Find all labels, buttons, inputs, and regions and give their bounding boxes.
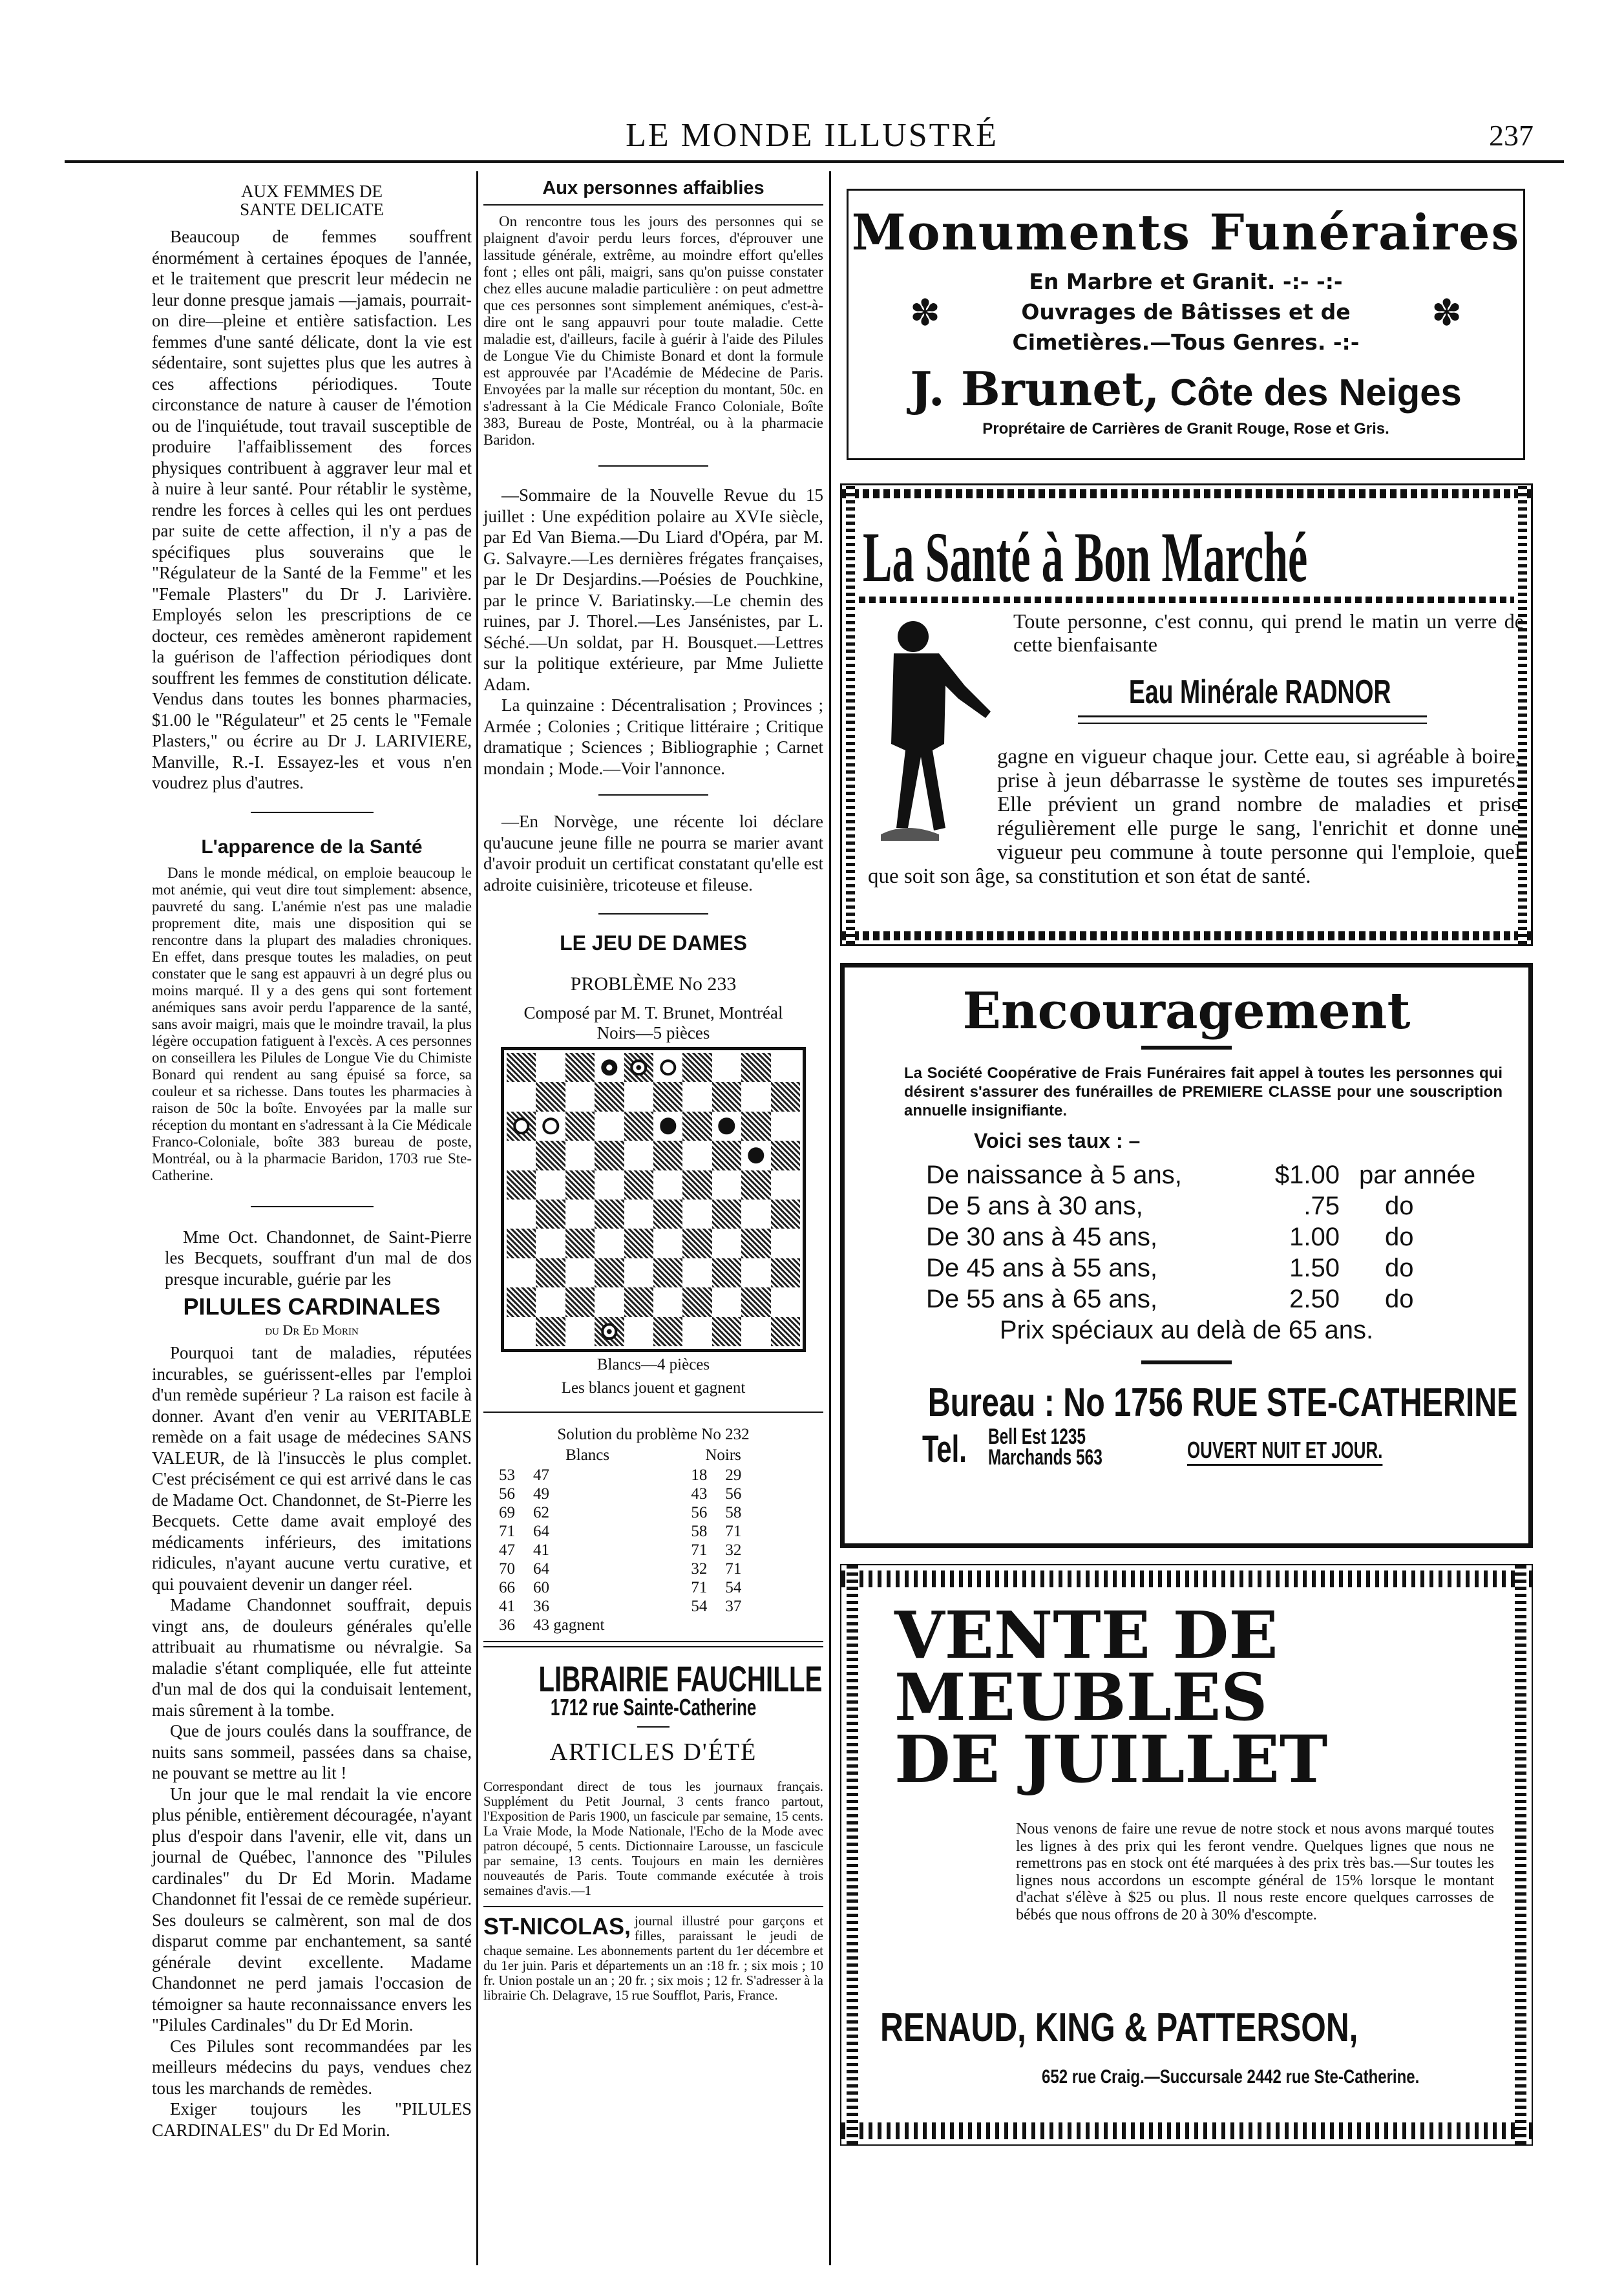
solution-cell: 54 xyxy=(725,1579,742,1596)
solution-cell: 62 xyxy=(533,1504,549,1521)
board-square xyxy=(565,1053,595,1082)
solution-row xyxy=(490,1578,750,1597)
board-square xyxy=(771,1112,800,1141)
vente-firm: RENAUD, KING & PATTERSON, xyxy=(880,2005,1358,2050)
encouragement-intro: La Société Coopérative de Frais Funéraires fait appel à toutes les personnes qui désirent s'assurer des funérailles de PREMIERE CLASSE pour une souscription annuelle insignifiante. xyxy=(904,1064,1503,1119)
board-square xyxy=(712,1141,741,1170)
product-underline xyxy=(1078,715,1427,724)
article-title-femmes: AUX FEMMES DE SANTE DELICATE xyxy=(240,182,384,219)
board-square xyxy=(741,1229,770,1258)
solution-noirs-header: Noirs xyxy=(705,1446,741,1464)
board-square xyxy=(741,1317,770,1346)
board-square xyxy=(653,1317,682,1346)
board-square xyxy=(653,1229,682,1258)
rate-unit: do xyxy=(1385,1223,1414,1251)
board-square xyxy=(771,1053,800,1082)
solution-cell: 70 xyxy=(499,1560,515,1578)
separator xyxy=(483,1641,823,1642)
board-square xyxy=(624,1141,653,1170)
white-king-piece xyxy=(631,1059,647,1075)
board-square xyxy=(653,1200,682,1229)
header-rule xyxy=(65,160,1564,163)
encouragement-special: Prix spéciaux au delà de 65 ans. xyxy=(999,1316,1374,1344)
sante-para-2: gagne en vigueur chaque jour. Cette eau, si agréable à boire, prise à jeun débarrasse le système de toutes ses impuretés. Elle prévient un grand nombre de maladies et prise régulièrement elle purge le sang, l'enrichit et donne une vigueur peu commune à toute personne qui l'emploie, quel que soit son âge, sa constitution et son état de santé. xyxy=(868,745,1521,888)
board-square xyxy=(507,1200,536,1229)
solution-title: Solution du problème No 232 xyxy=(557,1426,750,1443)
board-square xyxy=(595,1200,624,1229)
solution-row xyxy=(490,1616,750,1634)
board-square xyxy=(595,1053,624,1082)
board-square xyxy=(595,1317,624,1346)
article-body-apparence: Dans le monde médical, on emploie beaucoup le mot anémie, qui veut dire tout simplement: absence, pauvreté du sang. L'anémie n'est pas une maladie proprement dite, mais une disposition qui se rencontre dans la plupart des maladies chroniques. En effet, dans presque toutes les maladies, on peut constater que le sang est appauvri à un degré plus ou moins marqué. Il y a des gens qui sont fortement anémiques sans avoir perdu l'apparence de la santé, sans avoir maigri, mais que le moindre travail, la plus légère occupation fatiguent à l'excès. A ces personnes on conseillera les Pilules de Longue Vie du Chimiste Bonard qui rendent au sang épuisé sa force, sa couleur et sa richesse. Dans toutes les pharmacies à raison de 50c la boîte. Envoyées par la malle sur réception du montant en s'adressant à la Cie Médicale Franco-Coloniale, boîte 383 bureau de poste, Montréal, ou à la pharmacie Baridon, 1703 rue Ste-Catherine. xyxy=(152,864,472,1183)
vente-line-3: DE JUILLET xyxy=(894,1721,1328,1797)
board-square xyxy=(653,1053,682,1082)
board-square xyxy=(741,1170,770,1200)
rate-row xyxy=(926,1190,1528,1222)
solution-cell: 53 xyxy=(499,1466,515,1484)
white-piece xyxy=(660,1059,676,1075)
board-square xyxy=(536,1082,565,1111)
solution-cell: 32 xyxy=(691,1560,708,1578)
board-square xyxy=(595,1112,624,1141)
monuments-name: J. Brunet, xyxy=(910,361,1160,416)
board-square xyxy=(536,1287,565,1317)
decorative-border xyxy=(1515,1565,1526,2144)
board-square xyxy=(741,1082,770,1111)
ad-monuments xyxy=(847,189,1525,460)
column-rule-1 xyxy=(476,171,478,2265)
board-square xyxy=(712,1229,741,1258)
stnicolas-title: ST-NICOLAS, xyxy=(483,1913,631,1940)
board-square xyxy=(595,1229,624,1258)
solution-cell: 71 xyxy=(499,1523,515,1540)
board-square xyxy=(595,1258,624,1287)
article-intro-chandonnet: Mme Oct. Chandonnet, de Saint-Pierre les Becquets, souffrant d'un mal de dos presque incurable, guérie par les xyxy=(165,1227,472,1289)
rates-list xyxy=(926,1159,1528,1315)
checkerboard xyxy=(501,1047,806,1352)
column-1 xyxy=(152,182,472,2141)
decorative-border xyxy=(842,931,1531,940)
solution-cell: 32 xyxy=(725,1541,742,1559)
board-square xyxy=(771,1287,800,1317)
separator xyxy=(598,794,708,796)
solution-cell: 66 xyxy=(499,1579,515,1596)
solution-row xyxy=(490,1541,750,1560)
sante-para-1: Toute personne, c'est connu, qui prend le matin un verre de cette bienfaisante xyxy=(1013,609,1524,656)
board-square xyxy=(536,1112,565,1141)
solution-row xyxy=(490,1503,750,1522)
board-square xyxy=(741,1287,770,1317)
solution-row xyxy=(490,1522,750,1541)
board-square xyxy=(712,1170,741,1200)
sante-title: La Santé à Bon Marché xyxy=(863,518,1308,597)
board-square xyxy=(712,1287,741,1317)
separator xyxy=(483,1646,823,1647)
decorative-border xyxy=(847,1565,858,2144)
board-square xyxy=(712,1317,741,1346)
rate-unit: do xyxy=(1385,1285,1414,1313)
solution-cell: 64 xyxy=(533,1523,549,1540)
page-number: 237 xyxy=(1489,119,1534,152)
rate-amount: 2.50 xyxy=(1289,1285,1340,1313)
stnicolas-text: journal illustré pour garçons et filles, paraissant le jeudi de chaque semaine. Les abonnements partent du 1er décembre et du 1er juin. Paris et départements un an :18 fr. ; six mois ; 10 fr. Union postale un an ; 20 fr. ; six mois ; 12 fr. S'adresser à la librairie Ch. Delagrave, 15 rue Soufflot, Paris, France. xyxy=(483,1913,823,2003)
rate-amount: 1.50 xyxy=(1289,1254,1340,1282)
rate-amount: 1.00 xyxy=(1289,1223,1340,1251)
board-square xyxy=(712,1053,741,1082)
board-square xyxy=(536,1258,565,1287)
solution-cell: 36 xyxy=(499,1616,515,1634)
rate-row xyxy=(926,1284,1528,1315)
black-king-piece xyxy=(601,1059,617,1075)
dames-author: Composé par M. T. Brunet, Montréal xyxy=(523,1003,783,1022)
solution-cell: 71 xyxy=(725,1560,742,1578)
board-square xyxy=(565,1229,595,1258)
board-square xyxy=(595,1287,624,1317)
board-square xyxy=(536,1141,565,1170)
board-square xyxy=(536,1317,565,1346)
board-square xyxy=(565,1112,595,1141)
solution-cell: 54 xyxy=(691,1598,708,1615)
librairie-subtitle: ARTICLES D'ÉTÉ xyxy=(549,1739,757,1766)
monuments-place: Côte des Neiges xyxy=(1170,372,1462,414)
ornament-icon: ✽ xyxy=(1431,293,1462,333)
solution-cell: 58 xyxy=(691,1523,708,1540)
encouragement-bureau: Bureau : No 1756 RUE STE-CATHERINE xyxy=(927,1380,1518,1425)
solution-cell: 43 xyxy=(691,1485,708,1503)
vente-text: Nous venons de faire une revue de notre stock et nous avons marqué toutes les lignes à des prix qui les feront vendre. Quelques lignes que nous ne remettrons pas en stock ont été marquées à des prix très bas.—Sur toutes les lignes nous accordons un escompte général de 15% lorsque le montant d'achat s'élève à $25 ou plus. Il nous reste encore quelques carrosses de bébés que nous offrons de 20 à 30% d'escompte. xyxy=(1016,1821,1494,1923)
solution-row xyxy=(490,1485,750,1503)
board-square xyxy=(536,1229,565,1258)
vente-line-1: VENTE DE xyxy=(894,1597,1278,1673)
solution-cell: 71 xyxy=(725,1523,742,1540)
solution-cell: 47 xyxy=(533,1466,549,1484)
board-square xyxy=(682,1053,712,1082)
solution-cell: 56 xyxy=(725,1485,742,1503)
rate-unit: do xyxy=(1385,1254,1414,1282)
board-square xyxy=(653,1112,682,1141)
separator xyxy=(598,465,708,467)
board-square xyxy=(624,1229,653,1258)
separator xyxy=(637,1726,670,1728)
vente-address: 652 rue Craig.—Succursale 2442 rue Ste-Catherine. xyxy=(1042,2066,1420,2088)
white-piece xyxy=(542,1118,558,1134)
article-body-pilules-6: Exiger toujours les "PILULES CARDINALES" du Dr Ed Morin. xyxy=(152,2099,472,2140)
board-square xyxy=(741,1200,770,1229)
separator xyxy=(483,1906,823,1907)
board-square xyxy=(624,1258,653,1287)
board-square xyxy=(507,1141,536,1170)
board-square xyxy=(771,1258,800,1287)
solution-cell: 37 xyxy=(725,1598,742,1615)
separator xyxy=(251,1206,374,1207)
black-piece xyxy=(748,1147,764,1163)
encouragement-open: OUVERT NUIT ET JOUR. xyxy=(1187,1437,1382,1466)
solution-cell: 56 xyxy=(691,1504,708,1521)
article-title-apparence: L'apparence de la Santé xyxy=(201,836,423,858)
encouragement-title: Encouragement xyxy=(962,982,1411,1041)
rate-label: De 55 ans à 65 ans, xyxy=(926,1285,1158,1313)
board-square xyxy=(507,1287,536,1317)
board-square xyxy=(682,1200,712,1229)
board-square xyxy=(653,1082,682,1111)
rate-row xyxy=(926,1253,1528,1284)
solution-row xyxy=(490,1560,750,1578)
board-square xyxy=(624,1053,653,1082)
article-title-pilules: PILULES CARDINALES xyxy=(183,1293,441,1320)
rate-label: De 30 ans à 45 ans, xyxy=(926,1223,1158,1251)
board-square xyxy=(595,1170,624,1200)
sante-product: Eau Minérale RADNOR xyxy=(1128,673,1391,711)
board-square xyxy=(565,1141,595,1170)
board-square xyxy=(712,1200,741,1229)
encouragement-tel-1: Bell Est 1235 xyxy=(988,1424,1086,1449)
board-square xyxy=(771,1082,800,1111)
board-square xyxy=(536,1170,565,1200)
board-square xyxy=(624,1082,653,1111)
article-body-pilules-2: Madame Chandonnet souffrait, depuis vingt ans, de douleurs générales qu'elle attribuait au rhumatisme ou névralgie. Sa maladie s'étant compliquée, elle fut atteinte d'un mal de dos qui la conduisait lentement, mais sûrement à la tombe. xyxy=(152,1595,472,1720)
article-subtitle-pilules: du Dr Ed Morin xyxy=(265,1322,359,1338)
solution-cell: 41 xyxy=(499,1598,515,1615)
board-square xyxy=(565,1082,595,1111)
column-rule-2 xyxy=(829,171,831,2265)
board-square xyxy=(653,1258,682,1287)
decorative-border xyxy=(841,2122,1532,2139)
article-body-norvege: —En Norvège, une récente loi déclare qu'aucune jeune fille ne pourra se marier avant d'avoir produit un certificat constatant qu'elle est adroite cuisinière, tricoteuse et fileuse. xyxy=(483,812,823,894)
solution-row xyxy=(490,1466,750,1485)
solution-cell xyxy=(613,1616,716,1634)
dames-title: LE JEU DE DAMES xyxy=(560,931,747,955)
vente-line-2: MEUBLES xyxy=(894,1659,1268,1735)
librairie-address: 1712 rue Sainte-Catherine xyxy=(550,1694,757,1720)
board-square xyxy=(536,1053,565,1082)
board-square xyxy=(507,1317,536,1346)
separator xyxy=(483,1412,823,1413)
board-square xyxy=(682,1229,712,1258)
ad-vente-meubles xyxy=(840,1564,1533,2146)
monuments-line-1: En Marbre et Granit. -:- -:- xyxy=(1029,269,1343,294)
article-body-pilules-3: Que de jours coulés dans la souffrance, de nuits sans sommeil, passées dans sa chaise, ne pouvant se mettre au lit ! xyxy=(152,1721,472,1782)
board-square xyxy=(682,1170,712,1200)
article-body-femmes: Beaucoup de femmes souffrent énormément à certaines époques de l'année, et le traitement que prescrit leur médecin ne leur donne presque jamais —jamais, pourrait-on dire—pleine et entière satisfaction. Les femmes d'une santé délicate, dont la vie est sédentaire, sont sujettes plus que les autres à ces affections périodiques. Toute circonstance de nature à causer de l'émotion ou de l'inquiétude, tout travail susceptible de produire l'affaiblissement des forces physiques contribuent à aggraver leur mal et à nuire à leur santé. Pour rétablir le système, rendre les forces à celles qui les ont perdues par suite de cette affection, il n'y a pas de spécifiques plus souverains que le "Régulateur de la Santé de la Femme" et les "Female Plasters" du Dr J. Larivière. Employés selon les prescriptions de ce docteur, ces remèdes amèneront rapidement la guérison de l'affection périodiques dont souffrent les femmes de constitution délicate. Vendus dans toutes les bonnes pharmacies, $1.00 le "Régulateur" et 25 cents le "Female Plasters," ou écrire au Dr J. LARIVIERE, Manville, R.-I. Essayez-les et vous n'en voudrez plus d'autres. xyxy=(152,227,472,792)
board-square xyxy=(595,1141,624,1170)
board-square xyxy=(712,1258,741,1287)
solution-cell: 64 xyxy=(533,1560,549,1578)
encouragement-tel-2: Marchands 563 xyxy=(988,1445,1102,1470)
rate-label: De 5 ans à 30 ans, xyxy=(926,1192,1143,1220)
dames-noirs: Noirs—5 pièces xyxy=(596,1023,710,1042)
board-square xyxy=(682,1258,712,1287)
dames-caption: Les blancs jouent et gagnent xyxy=(561,1379,746,1397)
article-body-sommaire: —Sommaire de la Nouvelle Revue du 15 juillet : Une expédition polaire au XVIe siècle, par Ed Van Biema.—Du Liard d'Opéra, par M. G. Salvayre.—Les dernières frégates françaises, par le Dr Desjardins.—Poésies de Pouchkine, par le prince V. Bariatinsky.—Le chemin des ruines, par J. Thorel.—Les Jansénistes, par L. Séché.—Un soldat, par H. Bousquet.—Lettres sur la politique extérieure, par Mme Juliette Adam. xyxy=(483,485,823,694)
solution-cell: 41 xyxy=(533,1541,549,1559)
rate-row xyxy=(926,1159,1528,1190)
article-title-affaiblies: Aux personnes affaiblies xyxy=(542,178,765,198)
dames-blancs: Blancs—4 pièces xyxy=(596,1356,710,1373)
decorative-rule xyxy=(1141,1046,1232,1050)
masthead-title: LE MONDE ILLUSTRÉ xyxy=(626,117,998,154)
solution-cell: 49 xyxy=(533,1485,549,1503)
board-square xyxy=(624,1112,653,1141)
black-piece xyxy=(660,1118,676,1134)
column-2 xyxy=(483,178,823,2003)
rate-unit: do xyxy=(1385,1192,1414,1220)
board-square xyxy=(507,1170,536,1200)
ad-sante xyxy=(840,483,1533,946)
encouragement-taux: Voici ses taux : – xyxy=(974,1129,1141,1152)
librairie-text: Correspondant direct de tous les journaux français. Supplément du Petit Journal, 3 cents franco partout, l'Exposition de Paris 1900, un fascicule par semaine, 15 cents. La Vraie Mode, la Mode Nationale, l'Echo de la Mode avec patron découpé, 5 cents. Dictionnaire Larousse, un fascicule par semaine, 13 cents. Toujours en main les dernières nouveautés de Paris. Toute commande exécutée à trois semaines d'avis.—1 xyxy=(483,1779,823,1898)
board-square xyxy=(507,1082,536,1111)
rate-amount: $1.00 xyxy=(1274,1161,1340,1189)
board-square xyxy=(682,1112,712,1141)
solution-cell: 58 xyxy=(725,1504,742,1521)
board-square xyxy=(771,1229,800,1258)
article-body-pilules-5: Ces Pilules sont recommandées par les meilleurs médecins du pays, vendues chez tous les marchands de remèdes. xyxy=(152,2036,472,2098)
board-square xyxy=(712,1112,741,1141)
board-square xyxy=(536,1200,565,1229)
dames-problem: PROBLÈME No 233 xyxy=(570,973,737,995)
board-square xyxy=(507,1053,536,1082)
monuments-line-2: Ouvrages de Bâtisses et de xyxy=(1021,299,1351,324)
board-square xyxy=(682,1082,712,1111)
monuments-line-3: Cimetières.—Tous Genres. -:- xyxy=(1012,330,1360,355)
article-body-quinzaine: La quinzaine : Décentralisation ; Provinces ; Armée ; Colonies ; Critique littéraire ; Critique dramatique ; Sciences ; Bibliographie ; Carnet mondain ; Mode.—Voir l'annonce. xyxy=(483,695,823,778)
article-body-affaiblies: On rencontre tous les jours des personnes qui se plaignent d'avoir perdu leurs forces, d'éprouver une lassitude générale, extrême, au moindre effort qu'elles font ; elles ont pâli, maigri, sans qu'on puisse constater chez elles aucune maladie particulière : on peut admettre que ces personnes sont simplement anémiques, c'est-à-dire ont le sang appauvri pour toute maladie. Cette maladie est, d'ailleurs, facile à guérir à l'aide des Pilules de Longue Vie du Chimiste Bonard et dont la formule est approuvée par l'Académie de Médecine de Paris. Envoyées par la malle sur réception du montant, 50c. en s'adressant à la Cie Médicale Franco Coloniale, Boîte 383, Bureau de Poste, Montréal, ou à la pharmacie Baridon. xyxy=(483,213,823,448)
board-square xyxy=(712,1082,741,1111)
board-square xyxy=(624,1317,653,1346)
board-square xyxy=(595,1082,624,1111)
rate-label: De naissance à 5 ans, xyxy=(926,1161,1182,1189)
board-square xyxy=(771,1170,800,1200)
board-square xyxy=(771,1317,800,1346)
separator xyxy=(483,204,823,206)
board-square xyxy=(565,1170,595,1200)
ad-encouragement xyxy=(840,963,1533,1548)
board-square xyxy=(653,1141,682,1170)
solution-cell: 71 xyxy=(691,1541,708,1559)
rate-row xyxy=(926,1222,1528,1253)
board-square xyxy=(741,1141,770,1170)
board-square xyxy=(624,1200,653,1229)
board-square xyxy=(565,1317,595,1346)
rate-unit: par année xyxy=(1359,1161,1476,1189)
board-square xyxy=(565,1258,595,1287)
board-square xyxy=(653,1287,682,1317)
solution-blancs-header: Blancs xyxy=(565,1446,610,1464)
board-square xyxy=(507,1229,536,1258)
board-square xyxy=(682,1317,712,1346)
solution-cell: 29 xyxy=(725,1466,742,1484)
board-square xyxy=(771,1141,800,1170)
board-square xyxy=(741,1112,770,1141)
board-square xyxy=(771,1200,800,1229)
board-square xyxy=(682,1287,712,1317)
solution-cell: 69 xyxy=(499,1504,515,1521)
board-square xyxy=(565,1200,595,1229)
board-square xyxy=(624,1287,653,1317)
solution-cell: 56 xyxy=(499,1485,515,1503)
separator xyxy=(251,812,374,813)
solution-cell: 60 xyxy=(533,1579,549,1596)
solution-table xyxy=(490,1466,750,1634)
board-square xyxy=(741,1053,770,1082)
monuments-title: Monuments Funéraires xyxy=(851,204,1521,261)
ornament-icon: ✽ xyxy=(910,293,940,333)
decorative-border xyxy=(841,1571,1532,1587)
white-piece xyxy=(513,1118,529,1134)
decorative-rule xyxy=(859,597,1514,603)
separator xyxy=(598,913,708,915)
rate-label: De 45 ans à 55 ans, xyxy=(926,1254,1158,1282)
board-square xyxy=(653,1170,682,1200)
decorative-border xyxy=(842,489,1531,498)
black-piece xyxy=(719,1118,735,1134)
encouragement-tel: Tel. xyxy=(922,1428,967,1470)
board-square xyxy=(741,1258,770,1287)
article-body-pilules-4: Un jour que le mal rendait la vie encore plus pénible, entièrement découragée, n'ayant plus d'espoir dans l'avenir, elle vit, dans un journal de Québec, l'annonce des "Pilules cardinales" du Dr Ed Morin. Madame Chandonnet fit l'essai de ce remède supérieur. Ses douleurs se calmèrent, son mal de dos disparut comme par enchantement, sa santé générale devint excellente. Madame Chandonnet ne perd jamais l'occasion de témoigner sa haute reconnaissance envers les "Pilules Cardinales" du Dr Ed Morin. xyxy=(152,1784,472,2035)
white-king-piece xyxy=(601,1324,617,1340)
librairie-title: LIBRAIRIE FAUCHILLE xyxy=(538,1658,823,1699)
solution-cell: 18 xyxy=(691,1466,708,1484)
solution-cell: 36 xyxy=(533,1598,549,1615)
board-square xyxy=(507,1112,536,1141)
solution-cell: 71 xyxy=(691,1579,708,1596)
article-body-pilules-1: Pourquoi tant de maladies, réputées incurables, se guérissent-elles par l'emploi d'un remède supérieur ? La raison est facile à donner. Avant d'en venir au VERITABLE remède on a fait usage de médecines SANS VALEUR, de là l'insuccès le plus complet. C'est précisément ce qui est arrivé dans le cas de Madame Oct. Chandonnet, de St-Pierre les Becquets. Cette dame avait employé des médicaments inférieurs, des imitations ridicules, n'ayant aucune vertu curative, et qui pouvaient devenir un danger réel. xyxy=(152,1343,472,1594)
solution-row xyxy=(490,1597,750,1616)
solution-cell: 47 xyxy=(499,1541,515,1559)
decorative-rule xyxy=(1141,1360,1232,1364)
monuments-footer: Proprétaire de Carrières de Granit Rouge, Rose et Gris. xyxy=(982,420,1389,438)
solution-cell xyxy=(716,1616,750,1634)
solution-cell: 43 gagnent xyxy=(533,1616,605,1634)
board-square xyxy=(682,1141,712,1170)
rate-amount: .75 xyxy=(1303,1192,1340,1220)
board-square xyxy=(565,1287,595,1317)
board-square xyxy=(507,1258,536,1287)
decorative-border xyxy=(846,485,855,944)
board-square xyxy=(624,1170,653,1200)
